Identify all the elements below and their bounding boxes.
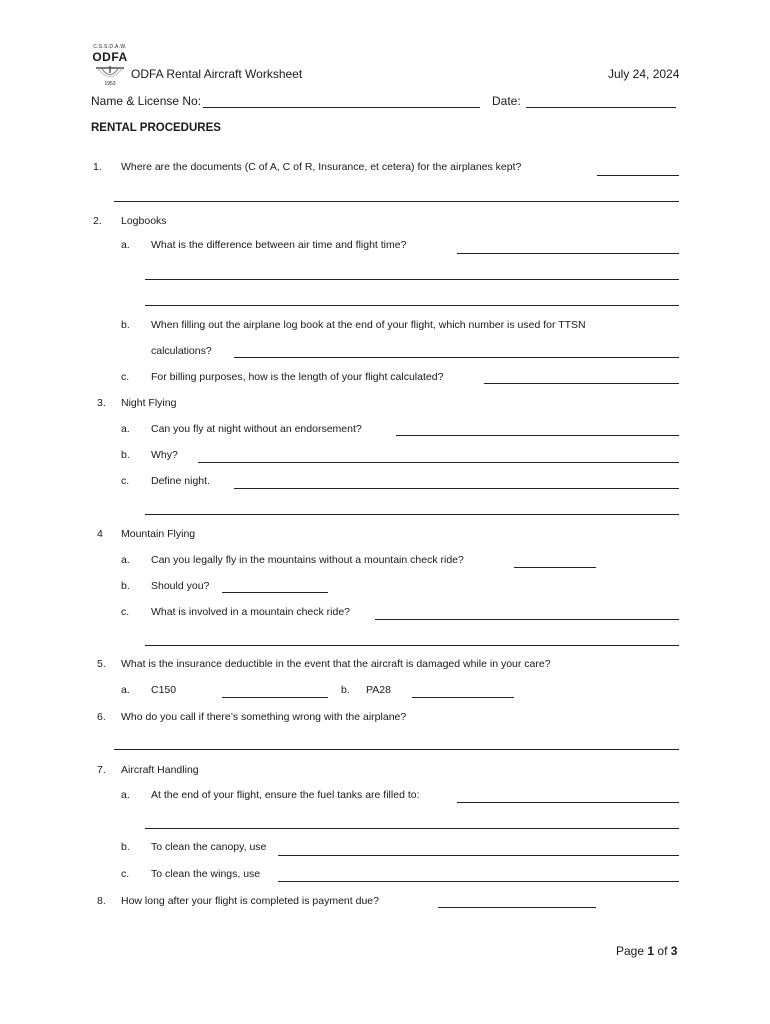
q7c-letter: c. <box>121 868 130 880</box>
q2-number: 2. <box>93 215 102 227</box>
q3c-answer-field[interactable] <box>234 488 679 489</box>
q2b-letter: b. <box>121 319 130 331</box>
date-label: Date: <box>492 94 521 108</box>
q3a-letter: a. <box>121 423 130 435</box>
q7c-text: To clean the wings, use <box>151 868 261 880</box>
q7a-answer-field[interactable] <box>457 802 679 803</box>
q7-text: Aircraft Handling <box>121 764 199 776</box>
q1-answer-field[interactable] <box>597 175 679 176</box>
q1-text: Where are the documents (C of A, C of R, Insurance, et cetera) for the airplanes kept? <box>121 161 522 173</box>
q3a-text: Can you fly at night without an endorsement? <box>151 423 362 435</box>
airplane-emblem-icon <box>90 64 130 82</box>
page-word: Page <box>616 944 645 958</box>
q1-number: 1. <box>93 161 102 173</box>
q1-answer-line-2[interactable] <box>114 201 679 202</box>
q2a-answer-line-3[interactable] <box>145 305 679 306</box>
q5a-letter: a. <box>121 684 130 696</box>
q2a-letter: a. <box>121 239 130 251</box>
q5-number: 5. <box>97 658 106 670</box>
q3a-answer-field[interactable] <box>396 435 679 436</box>
odfa-logo <box>90 44 130 90</box>
q7b-answer-field[interactable] <box>278 855 679 856</box>
section-title: RENTAL PROCEDURES <box>91 122 221 134</box>
q3-number: 3. <box>97 397 106 409</box>
q5b-answer-field[interactable] <box>412 697 514 698</box>
name-license-field[interactable] <box>203 107 480 108</box>
q2b-text: When filling out the airplane log book at the end of your flight, which number is used for TTSN <box>151 319 586 331</box>
q3-text: Night Flying <box>121 397 177 409</box>
q6-text: Who do you call if there’s something wrong with the airplane? <box>121 711 407 723</box>
q7a-letter: a. <box>121 789 130 801</box>
q7c-answer-field[interactable] <box>278 881 679 882</box>
q2b-text-continued: calculations? <box>151 345 212 357</box>
q4-number: 4 <box>97 528 103 540</box>
q4-text: Mountain Flying <box>121 528 196 540</box>
document-date: July 24, 2024 <box>608 67 680 81</box>
date-field[interactable] <box>526 107 676 108</box>
q8-text: How long after your flight is completed is payment due? <box>121 895 379 907</box>
logo-main-text: ODFA <box>92 50 128 64</box>
q3b-answer-field[interactable] <box>198 462 679 463</box>
page-number: 1 <box>647 944 655 958</box>
q2c-letter: c. <box>121 371 130 383</box>
q8-number: 8. <box>97 895 106 907</box>
q3c-text: Define night. <box>151 475 210 487</box>
q2b-answer-field[interactable] <box>234 357 679 358</box>
page-indicator <box>616 944 677 958</box>
q2a-text: What is the difference between air time and flight time? <box>151 239 407 251</box>
q7a-answer-line-2[interactable] <box>145 828 679 829</box>
document-title: ODFA Rental Aircraft Worksheet <box>131 67 303 81</box>
q3c-letter: c. <box>121 475 130 487</box>
q7a-text: At the end of your flight, ensure the fuel tanks are filled to: <box>151 789 420 801</box>
q2c-answer-field[interactable] <box>484 383 679 384</box>
q5-text: What is the insurance deductible in the event that the aircraft is damaged while in your care? <box>121 658 551 670</box>
q7b-letter: b. <box>121 841 130 853</box>
q4c-answer-line-2[interactable] <box>145 645 679 646</box>
q7b-text: To clean the canopy, use <box>151 841 267 853</box>
q4a-text: Can you legally fly in the mountains without a mountain check ride? <box>151 554 464 566</box>
q4c-answer-field[interactable] <box>375 619 679 620</box>
q6-answer-field[interactable] <box>114 749 679 750</box>
of-word: of <box>657 944 668 958</box>
q4a-answer-field[interactable] <box>514 567 596 568</box>
logo-bottom-text: 1953 <box>104 81 116 87</box>
q2a-answer-line-2[interactable] <box>145 279 679 280</box>
q5a-text: C150 <box>151 684 177 696</box>
q4c-text: What is involved in a mountain check ride? <box>151 606 351 618</box>
q8-answer-field[interactable] <box>438 907 596 908</box>
q5a-answer-field[interactable] <box>222 697 328 698</box>
q4b-answer-field[interactable] <box>222 592 328 593</box>
q7-number: 7. <box>97 764 106 776</box>
q3c-answer-line-2[interactable] <box>145 514 679 515</box>
q2c-text: For billing purposes, how is the length of your flight calculated? <box>151 371 444 383</box>
q2a-answer-field[interactable] <box>457 253 679 254</box>
q6-number: 6. <box>97 711 106 723</box>
q2-text: Logbooks <box>121 215 167 227</box>
q3b-text: Why? <box>151 449 178 461</box>
q5b-text: PA28 <box>366 684 391 696</box>
q4c-letter: c. <box>121 606 130 618</box>
page-total: 3 <box>670 944 678 958</box>
name-license-label: Name & License No: <box>91 94 202 108</box>
logo-top-text: C.S.S.D.A.W. <box>93 44 127 50</box>
q3b-letter: b. <box>121 449 130 461</box>
q4b-letter: b. <box>121 580 130 592</box>
q5b-letter: b. <box>341 684 350 696</box>
q4b-text: Should you? <box>151 580 210 592</box>
q4a-letter: a. <box>121 554 130 566</box>
